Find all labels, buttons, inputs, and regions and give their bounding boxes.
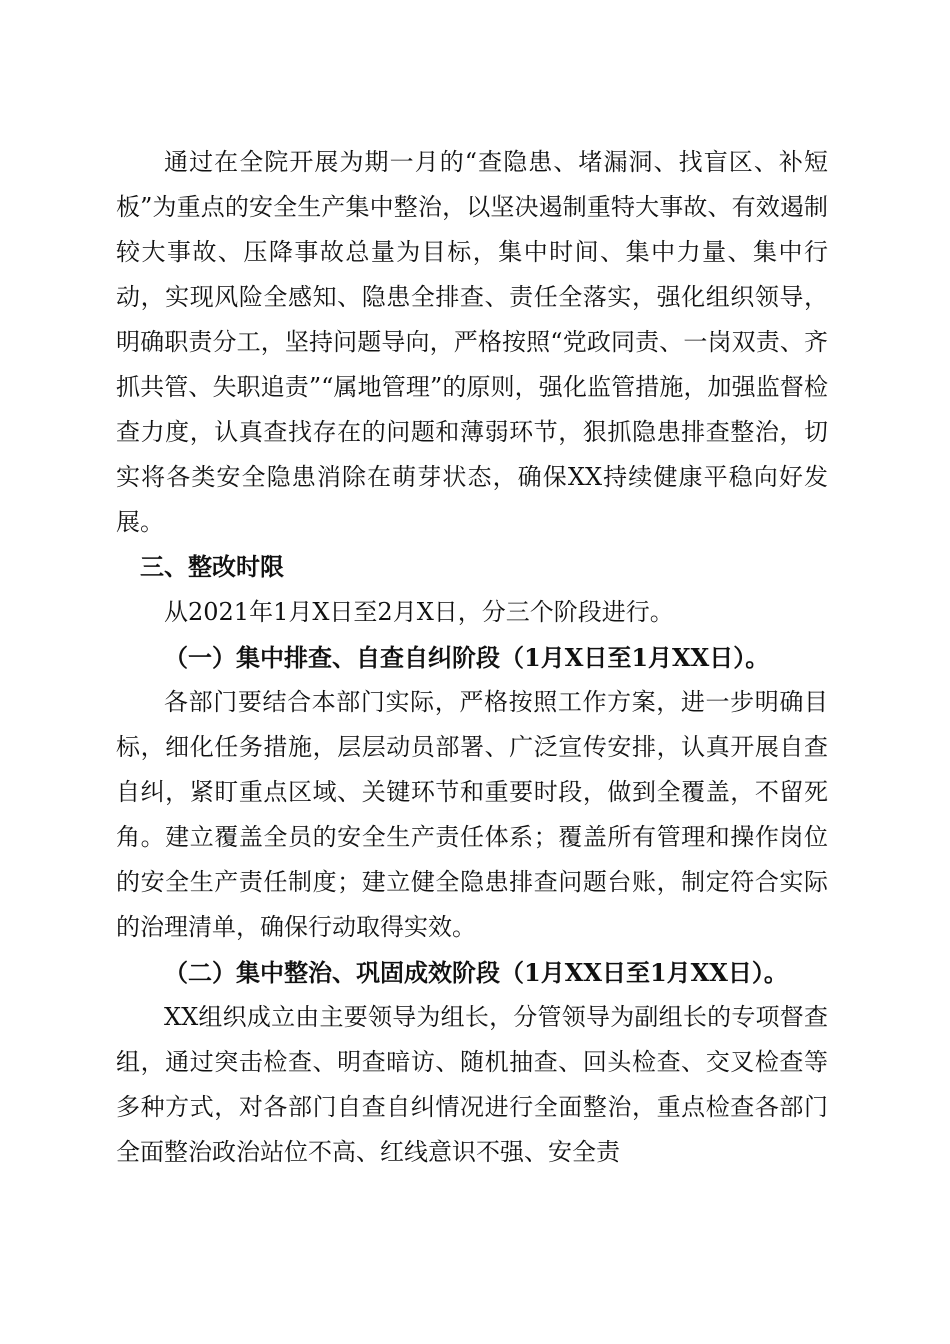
- section-heading-rectification-timeline: 三、整改时限: [140, 553, 284, 581]
- stage-2-body: XX组织成立由主要领导为组长，分管领导为副组长的专项督查组，通过突击检查、明查暗访、随机抽查、回头检查、交叉检查等多种方式，对各部门自查自纠情况进行全面整治，重点检查各部门全面整治政治站位不高、红线意识不强、安全责: [116, 1003, 828, 1166]
- stage-1-body: 各部门要结合本部门实际，严格按照工作方案，进一步明确目标，细化任务措施，层层动员部署、广泛宣传安排，认真开展自查自纠，紧盯重点区域、关键环节和重要时段，做到全覆盖，不留死角。建立覆盖全员的安全生产责任体系；覆盖所有管理和操作岗位的安全生产责任制度；建立健全隐患排查问题台账，制定符合实际的治理清单，确保行动取得实效。: [116, 688, 828, 941]
- stage-1-heading: （一）集中排查、自查自纠阶段（1月X日至1月XX日）。: [164, 643, 770, 672]
- stage-2-heading: （二）集中整治、巩固成效阶段（1月XX日至1月XX日）。: [164, 958, 788, 987]
- section-intro-timeline: 从2021年1月X日至2月X日，分三个阶段进行。: [164, 598, 674, 626]
- document-body: [116, 140, 828, 1175]
- paragraph-goals: 通过在全院开展为期一月的“查隐患、堵漏洞、找盲区、补短板”为重点的安全生产集中整治，以坚决遏制重特大事故、有效遏制较大事故、压降事故总量为目标，集中时间、集中力量、集中行动，实现风险全感知、隐患全排查、责任全落实，强化组织领导，明确职责分工，坚持问题导向，严格按照“党政同责、一岗双责、齐抓共管、失职追责”“属地管理”的原则，强化监管措施，加强监督检查力度，认真查找存在的问题和薄弱环节，狠抓隐患排查整治，切实将各类安全隐患消除在萌芽状态，确保XX持续健康平稳向好发展。: [116, 148, 828, 536]
